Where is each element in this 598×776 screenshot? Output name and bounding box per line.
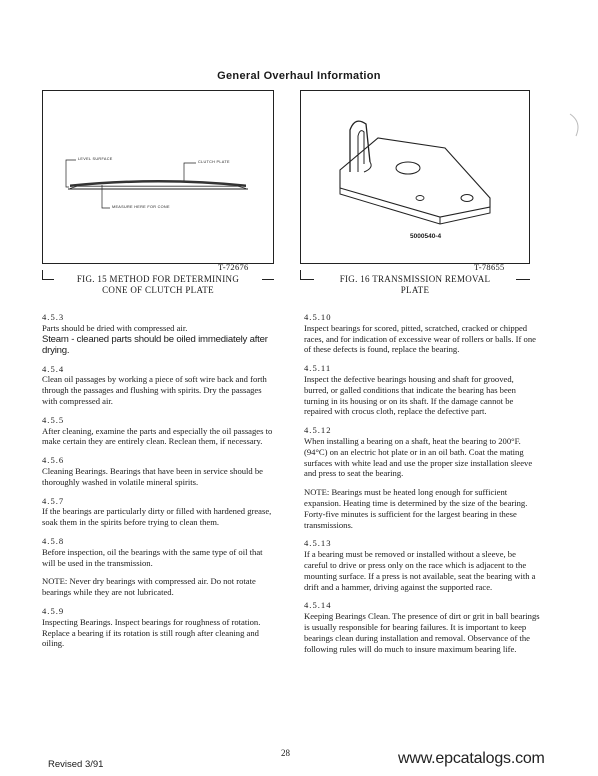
caption-dash-right [262,279,274,280]
figure-16-code: T-78655 [474,262,505,272]
section-text: Keeping Bearings Clean. The presence of dirt or grit in ball bearings is usually responsible for bearing failures. It is important to keep bearings clean during installation and removal. Observance of the following rules will do much to insure maximum bearing life. [304,611,540,654]
section-text: Parts should be dried with compressed air. [42,322,188,333]
section-text: Cleaning Bearings. Bearings that have been in service should be thoroughly washed in volatile mineral spirits. [42,465,263,487]
section-4-5-12 [304,425,540,479]
section-text: Inspect bearings for scored, pitted, scratched, cracked or chipped races, and for indication of excessive wear of rollers or balls. If one of these defects is found, replace the bearing. [304,322,536,355]
figure-15-caption-line1: FIG. 15 METHOD FOR DETERMINING [76,274,240,284]
caption-dash-left [300,279,314,280]
part-number-label: 5000540-4 [410,233,442,240]
figure-15 [42,90,274,274]
caption-vertical [42,270,43,280]
level-surface-label: LEVEL SURFACE [78,157,113,161]
caption-dash-left [42,279,54,280]
caption-vertical [300,270,301,280]
figure-15-caption-line2: CONE OF CLUTCH PLATE [102,285,214,295]
note-dry-bearings [42,576,274,598]
section-text: After cleaning, examine the parts and especially the oil passages to make certain they are entirely clean. Reclean them, if necessary. [42,425,273,447]
note-heating-time [304,487,540,530]
website-link[interactable]: www.epcatalogs.com [398,750,545,767]
revised-date: Revised 3/91 [48,759,104,770]
section-text: Inspect the defective bearings housing and shaft for grooved, burred, or galled conditions that indicate the bearing has been turning in its housing or on its shaft. If the damage cannot be repaired with crocus cloth, replace the defective part. [304,373,516,417]
section-number: 4.5.9 [42,605,65,616]
section-number: 4.5.11 [304,363,332,374]
section-text: Inspecting Bearings. Inspect bearings for roughness of rotation. Replace a bearing if its rotation is still rough after cleaning and oiling. [42,616,261,649]
note-text: NOTE: Bearings must be heated long enough for sufficient expansion. Heating time is determined by the size of the bearing. Forty-five minutes is sufficient for the largest bearing in these transmissions. [304,487,528,530]
measure-label: MEASURE HERE FOR CONE [112,205,170,209]
section-4-5-13 [304,538,540,592]
section-4-5-4 [42,364,274,407]
scan-mark [566,112,586,140]
section-text: When installing a bearing on a shaft, heat the bearing to 200°F. (94°C) on an electric hot plate or in an oil bath. Coat the mating surfaces with white lead and use the proper size installation sleeve and press to seat the bearing. [304,435,533,479]
section-text: Before inspection, oil the bearings with the same type of oil that will be used in the transmission. [42,546,263,568]
page-number: 28 [281,748,290,758]
clutch-plate-diagram [42,90,274,262]
section-number: 4.5.14 [304,600,332,611]
figure-16-caption-line2: PLATE [400,285,430,295]
section-number: 4.5.7 [42,495,65,506]
section-4-5-11 [304,363,540,417]
section-number: 4.5.8 [42,535,65,546]
note-text: NOTE: Never dry bearings with compressed air. Do not rotate bearings while they are not lubricated. [42,576,256,598]
steam-note: Steam - cleaned parts should be oiled immediately after drying. [42,333,268,356]
section-number: 4.5.4 [42,363,65,374]
section-number: 4.5.5 [42,414,65,425]
section-number: 4.5.6 [42,455,65,466]
section-4-5-7 [42,496,274,528]
section-number: 4.5.3 [42,312,65,322]
section-4-5-9 [42,606,274,649]
figure-15-code: T-72676 [218,262,249,272]
section-4-5-8 [42,536,274,568]
section-4-5-6 [42,455,274,487]
section-text: If the bearings are particularly dirty or filled with hardened grease, soak them in the spirits before trying to clean them. [42,506,272,528]
figure-16-caption [300,274,530,296]
right-column [304,312,540,654]
section-4-5-14 [304,600,540,654]
figure-15-caption [42,274,274,296]
section-4-5-10 [304,312,540,355]
section-4-5-5 [42,415,274,447]
figure-16 [300,90,530,274]
left-column [42,312,274,649]
figure-16-caption-line1: FIG. 16 TRANSMISSION REMOVAL [339,274,491,284]
section-text: Clean oil passages by working a piece of soft wire back and forth through the passages and flushing with spirits. Dry the passages with compressed air. [42,374,267,406]
section-number: 4.5.12 [304,425,332,436]
section-number: 4.5.10 [304,312,332,322]
page-title: General Overhaul Information [217,70,381,82]
clutch-plate-label: CLUTCH PLATE [198,160,230,164]
section-4-5-3 [42,312,274,356]
caption-dash-right [516,279,530,280]
section-text: If a bearing must be removed or installed without a sleeve, be careful to drive or press only on the race which is adjacent to the mounting surface. If a press is not available, seat the bearing with a drift and a hammer, driving against the supported race. [304,549,536,592]
section-number: 4.5.13 [304,538,332,549]
